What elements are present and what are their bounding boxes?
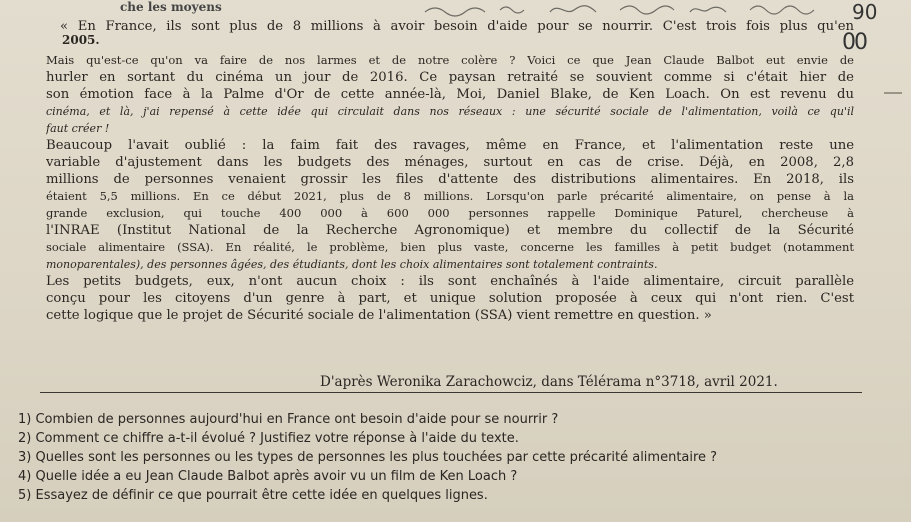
article-line: l'INRAE (Institut National de la Recherche Agronomique) et membre du collectif de la Sécurité [46,223,854,238]
article-line: son émotion face à la Palme d'Or de cette année-là, Moi, Daniel Blake, de Ken Loach. On est revenu du [46,87,854,102]
article-line: hurler en sortant du cinéma un jour de 2016. Ce paysan retraité se souvient comme si c'était hier de [46,70,854,85]
margin-mark: 00 [842,30,866,55]
page-number: 90 [852,0,878,24]
question-item: 4) Quelle idée a eu Jean Claude Balbot après avoir vu un film de Ken Loach ? [18,469,518,484]
article-line: Beaucoup l'avait oublié : la faim fait des ravages, même en France, et l'alimentation reste une [46,138,854,153]
handwritten-note [420,0,860,20]
article-line: faut créer ! [46,122,110,135]
previous-text-fragment: che les moyens [120,0,222,14]
question-item: 3) Quelles sont les personnes ou les types de personnes les plus touchées par cette précarité alimentaire ? [18,450,718,465]
article-line: millions de personnes venaient grossir les files d'attente des distributions alimentaires. En 2018, ils [46,172,854,187]
article-source: D'après Weronika Zarachowciz, dans Télérama n°3718, avril 2021. [320,374,778,390]
article-line: « En France, ils sont plus de 8 millions à avoir besoin d'aide pour se nourrir. C'est trois fois plus qu'en [60,19,854,34]
article-line: cinéma, et là, j'ai repensé à cette idée qui circulait dans nos réseaux : une sécurité sociale de l'alimentation, voilà ce qu'il [46,105,854,118]
article-line: Les petits budgets, eux, n'ont aucun choix : ils sont enchaînés à l'aide alimentaire, circuit parallèle [46,274,854,289]
question-item: 2) Comment ce chiffre a-t-il évolué ? Justifiez votre réponse à l'aide du texte. [18,431,519,446]
article-line: conçu pour les citoyens d'un genre à part, et unique solution proposée à ceux qui n'ont rien. C'est [46,291,854,306]
article-line: grande exclusion, qui touche 400 000 à 600 000 personnes rappelle Dominique Paturel, chercheuse à [46,206,854,220]
article-spacer [46,35,854,52]
margin-dash [884,92,902,94]
separator-line [40,392,862,393]
article-line: variable d'ajustement dans les budgets des ménages, surtout en cas de crise. Déjà, en 2008, 2,8 [46,155,854,170]
year-label: 2005. [62,33,100,47]
article-text [46,18,854,324]
article-line: Mais qu'est-ce qu'on va faire de nos larmes et de notre colère ? Voici ce que Jean Claude Balbot eut envie de [46,53,854,67]
question-item: 1) Combien de personnes aujourd'hui en France ont besoin d'aide pour se nourrir ? [18,412,559,427]
article-line: sociale alimentaire (SSA). En réalité, le problème, bien plus vaste, concerne les familles à petit budget (notamment [46,240,854,254]
article-line: monoparentales), des personnes âgées, des étudiants, dont les choix alimentaires sont totalement contraints. [46,258,658,271]
article-line: étaient 5,5 millions. En ce début 2021, plus de 8 millions. Lorsqu'on parle précarité alimentaire, on pense à la [46,189,854,203]
article-line: cette logique que le projet de Sécurité sociale de l'alimentation (SSA) vient remettre en question. » [46,308,712,323]
question-item: 5) Essayez de définir ce que pourrait être cette idée en quelques lignes. [18,488,488,503]
question-list [18,410,888,505]
